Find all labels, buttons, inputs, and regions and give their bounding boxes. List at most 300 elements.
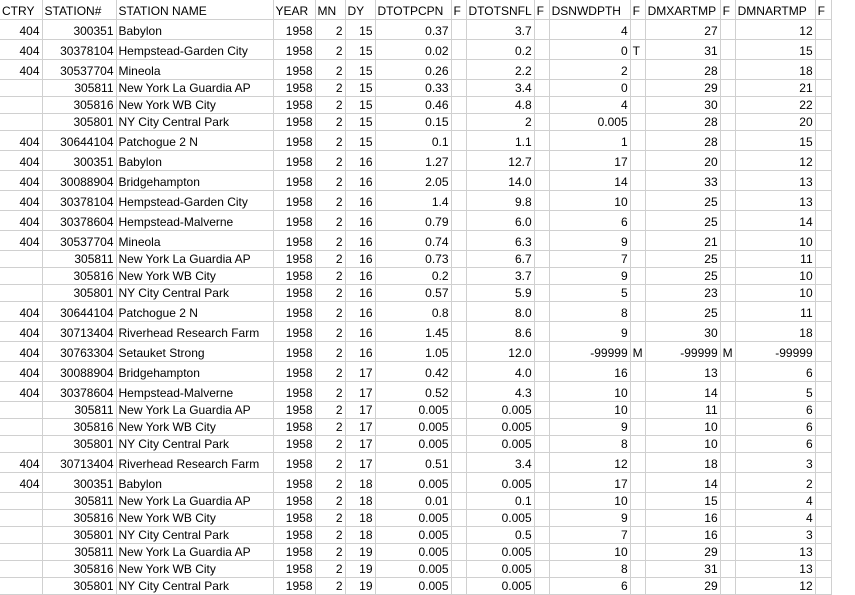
cell-dtotsnfl[interactable]: 0.005 xyxy=(466,543,534,560)
cell-year[interactable]: 1958 xyxy=(273,509,315,526)
cell-dmnartmp[interactable]: 10 xyxy=(735,284,815,301)
cell-dtotsnfl[interactable]: 0.2 xyxy=(466,39,534,59)
cell-flag[interactable] xyxy=(720,401,735,418)
cell-dtotpcpn[interactable]: 0.005 xyxy=(375,577,451,594)
cell-dsnwdpth[interactable]: 0.005 xyxy=(549,113,630,130)
cell-flag[interactable] xyxy=(720,560,735,577)
cell-station-number[interactable]: 30088904 xyxy=(42,170,116,190)
cell-year[interactable]: 1958 xyxy=(273,341,315,361)
cell-dmxartmp[interactable]: 18 xyxy=(645,452,720,472)
cell-station-name[interactable]: New York WB City xyxy=(116,96,273,113)
cell-flag[interactable] xyxy=(451,560,466,577)
cell-day[interactable]: 15 xyxy=(345,19,375,39)
cell-flag[interactable] xyxy=(630,96,645,113)
cell-station-name[interactable]: NY City Central Park xyxy=(116,577,273,594)
cell-dmxartmp[interactable]: 10 xyxy=(645,418,720,435)
cell-flag[interactable] xyxy=(720,267,735,284)
cell-station-name[interactable]: New York WB City xyxy=(116,509,273,526)
cell-flag[interactable] xyxy=(630,79,645,96)
cell-ctry[interactable]: 404 xyxy=(0,130,42,150)
cell-day[interactable]: 15 xyxy=(345,39,375,59)
cell-ctry[interactable]: 404 xyxy=(0,341,42,361)
cell-flag[interactable] xyxy=(534,361,549,381)
cell-station-number[interactable]: 30644104 xyxy=(42,301,116,321)
cell-year[interactable]: 1958 xyxy=(273,543,315,560)
cell-flag[interactable] xyxy=(534,577,549,594)
cell-day[interactable]: 17 xyxy=(345,401,375,418)
cell-day[interactable]: 16 xyxy=(345,284,375,301)
cell-year[interactable]: 1958 xyxy=(273,19,315,39)
cell-station-name[interactable]: Babylon xyxy=(116,150,273,170)
cell-dtotsnfl[interactable]: 0.005 xyxy=(466,401,534,418)
cell-month[interactable]: 2 xyxy=(315,418,345,435)
cell-dmxartmp[interactable]: 21 xyxy=(645,230,720,250)
cell-dtotsnfl[interactable]: 9.8 xyxy=(466,190,534,210)
cell-year[interactable]: 1958 xyxy=(273,361,315,381)
cell-flag[interactable] xyxy=(451,39,466,59)
cell-flag[interactable] xyxy=(815,418,831,435)
cell-ctry[interactable]: 404 xyxy=(0,150,42,170)
cell-year[interactable]: 1958 xyxy=(273,560,315,577)
cell-dsnwdpth[interactable]: 4 xyxy=(549,19,630,39)
cell-ctry[interactable] xyxy=(0,401,42,418)
cell-flag[interactable] xyxy=(534,543,549,560)
cell-flag[interactable] xyxy=(630,19,645,39)
cell-station-name[interactable]: New York La Guardia AP xyxy=(116,543,273,560)
cell-month[interactable]: 2 xyxy=(315,113,345,130)
cell-flag[interactable]: M xyxy=(630,341,645,361)
cell-flag[interactable]: T xyxy=(630,39,645,59)
cell-ctry[interactable] xyxy=(0,267,42,284)
cell-flag[interactable] xyxy=(534,560,549,577)
cell-dmxartmp[interactable]: 13 xyxy=(645,361,720,381)
cell-dtotpcpn[interactable]: 0.73 xyxy=(375,250,451,267)
cell-dmxartmp[interactable]: 33 xyxy=(645,170,720,190)
cell-station-number[interactable]: 305816 xyxy=(42,96,116,113)
cell-station-name[interactable]: New York La Guardia AP xyxy=(116,250,273,267)
cell-flag[interactable] xyxy=(534,492,549,509)
cell-dtotpcpn[interactable]: 0.005 xyxy=(375,543,451,560)
cell-dtotsnfl[interactable]: 0.5 xyxy=(466,526,534,543)
cell-dtotsnfl[interactable]: 6.7 xyxy=(466,250,534,267)
cell-station-name[interactable]: Bridgehampton xyxy=(116,361,273,381)
cell-dmxartmp[interactable]: 11 xyxy=(645,401,720,418)
cell-dtotsnfl[interactable]: 0.005 xyxy=(466,560,534,577)
cell-flag[interactable] xyxy=(720,509,735,526)
cell-flag[interactable] xyxy=(720,210,735,230)
cell-dtotpcpn[interactable]: 1.27 xyxy=(375,150,451,170)
cell-ctry[interactable]: 404 xyxy=(0,472,42,492)
cell-month[interactable]: 2 xyxy=(315,435,345,452)
cell-month[interactable]: 2 xyxy=(315,560,345,577)
cell-flag[interactable] xyxy=(451,435,466,452)
cell-station-name[interactable]: Hempstead-Malverne xyxy=(116,381,273,401)
cell-month[interactable]: 2 xyxy=(315,39,345,59)
cell-flag[interactable] xyxy=(815,230,831,250)
cell-station-number[interactable]: 305801 xyxy=(42,577,116,594)
cell-station-number[interactable]: 30537704 xyxy=(42,59,116,79)
cell-flag[interactable] xyxy=(630,210,645,230)
cell-flag[interactable] xyxy=(630,150,645,170)
cell-month[interactable]: 2 xyxy=(315,79,345,96)
cell-dtotsnfl[interactable]: 4.8 xyxy=(466,96,534,113)
cell-station-number[interactable]: 305801 xyxy=(42,435,116,452)
cell-day[interactable]: 19 xyxy=(345,543,375,560)
cell-day[interactable]: 18 xyxy=(345,492,375,509)
cell-dtotpcpn[interactable]: 0.57 xyxy=(375,284,451,301)
cell-station-name[interactable]: Patchogue 2 N xyxy=(116,301,273,321)
cell-ctry[interactable] xyxy=(0,435,42,452)
cell-dmnartmp[interactable]: 6 xyxy=(735,361,815,381)
cell-flag[interactable] xyxy=(630,321,645,341)
cell-station-name[interactable]: New York La Guardia AP xyxy=(116,79,273,96)
cell-month[interactable]: 2 xyxy=(315,526,345,543)
cell-year[interactable]: 1958 xyxy=(273,321,315,341)
cell-flag[interactable] xyxy=(451,79,466,96)
cell-dsnwdpth[interactable]: 0 xyxy=(549,79,630,96)
cell-flag[interactable] xyxy=(534,341,549,361)
cell-dmxartmp[interactable]: 15 xyxy=(645,492,720,509)
cell-flag[interactable] xyxy=(451,543,466,560)
cell-year[interactable]: 1958 xyxy=(273,452,315,472)
cell-dmnartmp[interactable]: 5 xyxy=(735,381,815,401)
cell-flag[interactable] xyxy=(630,472,645,492)
cell-ctry[interactable]: 404 xyxy=(0,381,42,401)
cell-day[interactable]: 15 xyxy=(345,130,375,150)
cell-dsnwdpth[interactable]: 9 xyxy=(549,509,630,526)
cell-flag[interactable] xyxy=(815,250,831,267)
cell-dmnartmp[interactable]: 13 xyxy=(735,190,815,210)
cell-dtotpcpn[interactable]: 1.4 xyxy=(375,190,451,210)
cell-dmxartmp[interactable]: 31 xyxy=(645,39,720,59)
cell-flag[interactable] xyxy=(815,210,831,230)
cell-flag[interactable] xyxy=(451,341,466,361)
header-cell-flag[interactable]: F xyxy=(451,0,466,19)
cell-flag[interactable] xyxy=(451,492,466,509)
cell-month[interactable]: 2 xyxy=(315,250,345,267)
cell-dtotpcpn[interactable]: 0.005 xyxy=(375,472,451,492)
cell-station-name[interactable]: Mineola xyxy=(116,59,273,79)
cell-ctry[interactable]: 404 xyxy=(0,190,42,210)
cell-station-number[interactable]: 30378104 xyxy=(42,190,116,210)
cell-month[interactable]: 2 xyxy=(315,401,345,418)
cell-station-number[interactable]: 300351 xyxy=(42,19,116,39)
cell-dsnwdpth[interactable]: 9 xyxy=(549,267,630,284)
cell-flag[interactable] xyxy=(451,418,466,435)
cell-flag[interactable] xyxy=(720,170,735,190)
cell-dmxartmp[interactable]: -99999 xyxy=(645,341,720,361)
cell-ctry[interactable] xyxy=(0,79,42,96)
cell-dmnartmp[interactable]: 6 xyxy=(735,435,815,452)
cell-month[interactable]: 2 xyxy=(315,96,345,113)
cell-dmxartmp[interactable]: 23 xyxy=(645,284,720,301)
cell-flag[interactable] xyxy=(720,39,735,59)
cell-station-name[interactable]: Mineola xyxy=(116,230,273,250)
cell-dtotsnfl[interactable]: 3.7 xyxy=(466,267,534,284)
cell-flag[interactable] xyxy=(630,452,645,472)
cell-flag[interactable] xyxy=(451,452,466,472)
cell-month[interactable]: 2 xyxy=(315,130,345,150)
cell-month[interactable]: 2 xyxy=(315,361,345,381)
cell-station-name[interactable]: NY City Central Park xyxy=(116,526,273,543)
cell-dtotpcpn[interactable]: 0.15 xyxy=(375,113,451,130)
cell-flag[interactable] xyxy=(815,341,831,361)
cell-dtotpcpn[interactable]: 0.37 xyxy=(375,19,451,39)
cell-station-name[interactable]: Riverhead Research Farm xyxy=(116,321,273,341)
cell-day[interactable]: 16 xyxy=(345,150,375,170)
cell-dtotpcpn[interactable]: 0.005 xyxy=(375,526,451,543)
cell-station-number[interactable]: 305816 xyxy=(42,560,116,577)
header-cell-station-number[interactable]: STATION# xyxy=(42,0,116,19)
cell-station-name[interactable]: New York WB City xyxy=(116,560,273,577)
cell-dmxartmp[interactable]: 16 xyxy=(645,509,720,526)
cell-dtotpcpn[interactable]: 0.8 xyxy=(375,301,451,321)
cell-ctry[interactable] xyxy=(0,250,42,267)
cell-year[interactable]: 1958 xyxy=(273,130,315,150)
cell-flag[interactable] xyxy=(720,79,735,96)
cell-flag[interactable] xyxy=(534,381,549,401)
cell-dtotsnfl[interactable]: 0.005 xyxy=(466,472,534,492)
cell-dtotpcpn[interactable]: 0.51 xyxy=(375,452,451,472)
cell-dtotpcpn[interactable]: 0.42 xyxy=(375,361,451,381)
cell-station-name[interactable]: NY City Central Park xyxy=(116,435,273,452)
cell-station-name[interactable]: Hempstead-Garden City xyxy=(116,39,273,59)
header-cell-day[interactable]: DY xyxy=(345,0,375,19)
cell-day[interactable]: 17 xyxy=(345,361,375,381)
cell-dtotpcpn[interactable]: 2.05 xyxy=(375,170,451,190)
cell-flag[interactable] xyxy=(534,435,549,452)
cell-dtotsnfl[interactable]: 2 xyxy=(466,113,534,130)
cell-flag[interactable] xyxy=(815,577,831,594)
cell-dtotsnfl[interactable]: 0.005 xyxy=(466,435,534,452)
cell-flag[interactable] xyxy=(534,39,549,59)
cell-flag[interactable] xyxy=(630,190,645,210)
cell-dmxartmp[interactable]: 29 xyxy=(645,543,720,560)
cell-flag[interactable] xyxy=(815,39,831,59)
cell-flag[interactable] xyxy=(630,401,645,418)
cell-flag[interactable] xyxy=(451,267,466,284)
cell-flag[interactable] xyxy=(534,19,549,39)
cell-flag[interactable] xyxy=(451,130,466,150)
cell-ctry[interactable] xyxy=(0,492,42,509)
cell-station-number[interactable]: 30537704 xyxy=(42,230,116,250)
cell-flag[interactable] xyxy=(630,543,645,560)
cell-dtotpcpn[interactable]: 0.79 xyxy=(375,210,451,230)
cell-station-number[interactable]: 305801 xyxy=(42,526,116,543)
cell-dmnartmp[interactable]: 3 xyxy=(735,452,815,472)
cell-dtotsnfl[interactable]: 6.3 xyxy=(466,230,534,250)
cell-dmxartmp[interactable]: 30 xyxy=(645,96,720,113)
cell-flag[interactable] xyxy=(630,435,645,452)
cell-dmnartmp[interactable]: 14 xyxy=(735,210,815,230)
cell-flag[interactable] xyxy=(720,435,735,452)
cell-dmnartmp[interactable]: 12 xyxy=(735,577,815,594)
cell-year[interactable]: 1958 xyxy=(273,113,315,130)
cell-dsnwdpth[interactable]: 2 xyxy=(549,59,630,79)
cell-flag[interactable] xyxy=(534,79,549,96)
cell-dsnwdpth[interactable]: 12 xyxy=(549,452,630,472)
cell-month[interactable]: 2 xyxy=(315,321,345,341)
cell-dtotsnfl[interactable]: 3.7 xyxy=(466,19,534,39)
header-cell-flag[interactable]: F xyxy=(534,0,549,19)
cell-station-number[interactable]: 30378604 xyxy=(42,210,116,230)
cell-station-name[interactable]: NY City Central Park xyxy=(116,113,273,130)
cell-year[interactable]: 1958 xyxy=(273,79,315,96)
cell-dtotsnfl[interactable]: 1.1 xyxy=(466,130,534,150)
cell-station-number[interactable]: 30644104 xyxy=(42,130,116,150)
cell-ctry[interactable]: 404 xyxy=(0,361,42,381)
cell-day[interactable]: 17 xyxy=(345,452,375,472)
cell-dsnwdpth[interactable]: 8 xyxy=(549,560,630,577)
cell-flag[interactable] xyxy=(534,526,549,543)
cell-flag[interactable] xyxy=(815,130,831,150)
cell-dsnwdpth[interactable]: 16 xyxy=(549,361,630,381)
cell-dsnwdpth[interactable]: 0 xyxy=(549,39,630,59)
cell-dmxartmp[interactable]: 30 xyxy=(645,321,720,341)
cell-station-number[interactable]: 305816 xyxy=(42,509,116,526)
cell-month[interactable]: 2 xyxy=(315,267,345,284)
cell-flag[interactable] xyxy=(815,492,831,509)
cell-dmxartmp[interactable]: 16 xyxy=(645,526,720,543)
cell-dmnartmp[interactable]: 4 xyxy=(735,492,815,509)
cell-dtotsnfl[interactable]: 0.1 xyxy=(466,492,534,509)
cell-ctry[interactable]: 404 xyxy=(0,452,42,472)
cell-dsnwdpth[interactable]: 10 xyxy=(549,190,630,210)
cell-year[interactable]: 1958 xyxy=(273,39,315,59)
cell-flag[interactable] xyxy=(451,230,466,250)
cell-station-number[interactable]: 300351 xyxy=(42,150,116,170)
cell-station-name[interactable]: Riverhead Research Farm xyxy=(116,452,273,472)
cell-dtotsnfl[interactable]: 14.0 xyxy=(466,170,534,190)
cell-flag[interactable] xyxy=(534,210,549,230)
cell-day[interactable]: 15 xyxy=(345,59,375,79)
cell-dtotpcpn[interactable]: 0.005 xyxy=(375,435,451,452)
cell-dsnwdpth[interactable]: 10 xyxy=(549,543,630,560)
cell-month[interactable]: 2 xyxy=(315,170,345,190)
cell-flag[interactable] xyxy=(815,284,831,301)
cell-day[interactable]: 15 xyxy=(345,113,375,130)
cell-flag[interactable] xyxy=(815,509,831,526)
cell-month[interactable]: 2 xyxy=(315,59,345,79)
cell-dmnartmp[interactable]: 2 xyxy=(735,472,815,492)
cell-dsnwdpth[interactable]: 10 xyxy=(549,381,630,401)
cell-flag[interactable] xyxy=(451,59,466,79)
cell-day[interactable]: 16 xyxy=(345,170,375,190)
cell-month[interactable]: 2 xyxy=(315,452,345,472)
cell-dtotsnfl[interactable]: 12.7 xyxy=(466,150,534,170)
header-cell-dtotpcpn[interactable]: DTOTPCPN xyxy=(375,0,451,19)
cell-flag[interactable] xyxy=(451,321,466,341)
header-cell-flag[interactable]: F xyxy=(815,0,831,19)
cell-dtotsnfl[interactable]: 8.0 xyxy=(466,301,534,321)
cell-month[interactable]: 2 xyxy=(315,472,345,492)
cell-flag[interactable] xyxy=(534,150,549,170)
cell-flag[interactable] xyxy=(815,401,831,418)
cell-flag[interactable] xyxy=(630,361,645,381)
cell-flag[interactable] xyxy=(720,381,735,401)
cell-dtotpcpn[interactable]: 0.33 xyxy=(375,79,451,96)
cell-station-number[interactable]: 30088904 xyxy=(42,361,116,381)
cell-day[interactable]: 17 xyxy=(345,418,375,435)
cell-day[interactable]: 16 xyxy=(345,210,375,230)
cell-year[interactable]: 1958 xyxy=(273,267,315,284)
cell-flag[interactable] xyxy=(815,96,831,113)
cell-dtotpcpn[interactable]: 0.2 xyxy=(375,267,451,284)
cell-ctry[interactable]: 404 xyxy=(0,321,42,341)
cell-dmnartmp[interactable]: 20 xyxy=(735,113,815,130)
cell-year[interactable]: 1958 xyxy=(273,492,315,509)
cell-dtotsnfl[interactable]: 5.9 xyxy=(466,284,534,301)
cell-day[interactable]: 16 xyxy=(345,250,375,267)
cell-flag[interactable] xyxy=(534,170,549,190)
cell-flag[interactable] xyxy=(815,381,831,401)
cell-dmxartmp[interactable]: 25 xyxy=(645,210,720,230)
cell-dsnwdpth[interactable]: 4 xyxy=(549,96,630,113)
cell-flag[interactable] xyxy=(720,190,735,210)
cell-flag[interactable] xyxy=(815,59,831,79)
cell-flag[interactable] xyxy=(451,113,466,130)
cell-dsnwdpth[interactable]: 10 xyxy=(549,401,630,418)
cell-flag[interactable]: M xyxy=(720,341,735,361)
cell-flag[interactable] xyxy=(534,190,549,210)
cell-flag[interactable] xyxy=(630,250,645,267)
cell-ctry[interactable] xyxy=(0,577,42,594)
cell-dtotpcpn[interactable]: 0.74 xyxy=(375,230,451,250)
cell-dsnwdpth[interactable]: -99999 xyxy=(549,341,630,361)
cell-flag[interactable] xyxy=(720,472,735,492)
cell-month[interactable]: 2 xyxy=(315,577,345,594)
cell-flag[interactable] xyxy=(451,170,466,190)
cell-flag[interactable] xyxy=(720,418,735,435)
header-cell-station-name[interactable]: STATION NAME xyxy=(116,0,273,19)
cell-dtotpcpn[interactable]: 0.005 xyxy=(375,509,451,526)
cell-ctry[interactable]: 404 xyxy=(0,19,42,39)
cell-flag[interactable] xyxy=(720,250,735,267)
cell-station-number[interactable]: 305811 xyxy=(42,79,116,96)
cell-station-name[interactable]: Patchogue 2 N xyxy=(116,130,273,150)
cell-year[interactable]: 1958 xyxy=(273,472,315,492)
cell-station-number[interactable]: 305811 xyxy=(42,250,116,267)
cell-dtotpcpn[interactable]: 0.005 xyxy=(375,401,451,418)
cell-dtotpcpn[interactable]: 0.005 xyxy=(375,418,451,435)
cell-flag[interactable] xyxy=(534,113,549,130)
cell-dmnartmp[interactable]: -99999 xyxy=(735,341,815,361)
cell-flag[interactable] xyxy=(720,230,735,250)
cell-dtotsnfl[interactable]: 8.6 xyxy=(466,321,534,341)
cell-flag[interactable] xyxy=(451,577,466,594)
cell-station-name[interactable]: NY City Central Park xyxy=(116,284,273,301)
header-cell-dtotsnfl[interactable]: DTOTSNFL xyxy=(466,0,534,19)
header-cell-dmnartmp[interactable]: DMNARTMP xyxy=(735,0,815,19)
cell-dsnwdpth[interactable]: 6 xyxy=(549,210,630,230)
cell-ctry[interactable] xyxy=(0,509,42,526)
cell-station-number[interactable]: 30713404 xyxy=(42,452,116,472)
cell-flag[interactable] xyxy=(534,452,549,472)
cell-dtotpcpn[interactable]: 0.52 xyxy=(375,381,451,401)
cell-ctry[interactable] xyxy=(0,418,42,435)
cell-flag[interactable] xyxy=(630,526,645,543)
cell-station-name[interactable]: New York La Guardia AP xyxy=(116,492,273,509)
cell-dtotpcpn[interactable]: 0.1 xyxy=(375,130,451,150)
cell-month[interactable]: 2 xyxy=(315,341,345,361)
cell-ctry[interactable] xyxy=(0,96,42,113)
cell-year[interactable]: 1958 xyxy=(273,210,315,230)
cell-flag[interactable] xyxy=(534,472,549,492)
cell-flag[interactable] xyxy=(815,560,831,577)
cell-flag[interactable] xyxy=(630,170,645,190)
cell-flag[interactable] xyxy=(451,509,466,526)
cell-flag[interactable] xyxy=(534,418,549,435)
